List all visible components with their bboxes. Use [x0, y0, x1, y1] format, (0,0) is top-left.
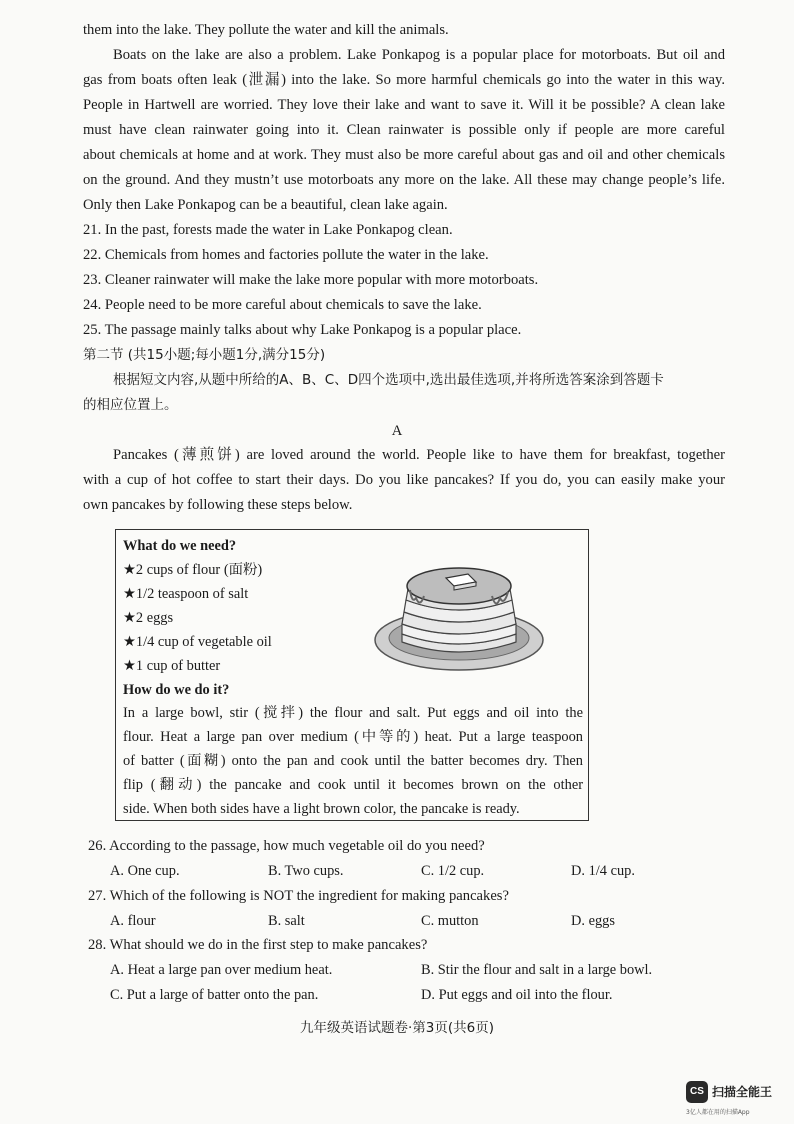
option-26-a: A. One cup.: [110, 863, 180, 879]
option-28-d: D. Put eggs and oil into the flour.: [421, 987, 613, 1003]
section-heading: 第二节 (共15小题;每小题1分,满分15分): [83, 347, 326, 363]
question-25: 25. The passage mainly talks about why Lake Ponkapog is a popular place.: [83, 322, 522, 338]
recipe-how-heading: How do we do it?: [123, 682, 230, 698]
question-26: 26. According to the passage, how much vegetable oil do you need?: [88, 838, 485, 854]
recipe-step-line: side. When both sides have a light brown color, the pancake is ready.: [123, 801, 520, 817]
option-28-c: C. Put a large of batter onto the pan.: [110, 987, 319, 1003]
ingredient-item: ★1 cup of butter: [123, 658, 221, 674]
recipe-step-line: flour. Heat a large pan over medium (中等的) heat. Put a large teaspoon: [123, 729, 583, 745]
option-27-c: C. mutton: [421, 913, 479, 929]
passage-line: Only then Lake Ponkapog can be a beautiful, clean lake again.: [83, 197, 448, 213]
passage-line: must have clean rainwater going into it. Clean rainwater is possible only if people are more careful: [83, 122, 725, 138]
passage-line: on the ground. And they mustn’t use motorboats any more on the lake. All these may change people’s life.: [83, 172, 725, 188]
section-instruction: 的相应位置上。: [83, 397, 178, 413]
cs-logo-icon: CS: [686, 1081, 708, 1103]
watermark-sub: 3亿人都在用的扫描App: [686, 1109, 750, 1116]
option-28-b: B. Stir the flour and salt in a large bowl.: [421, 962, 653, 978]
option-28-a: A. Heat a large pan over medium heat.: [110, 962, 333, 978]
pancake-illustration: [370, 562, 548, 676]
question-22: 22. Chemicals from homes and factories pollute the water in the lake.: [83, 247, 489, 263]
page-footer: 九年级英语试题卷·第3页(共6页): [299, 1020, 494, 1036]
passage-line: gas from boats often leak (泄漏) into the lake. So more harmful chemicals go into the water in this way.: [83, 72, 725, 88]
passage-line: with a cup of hot coffee to start their days. Do you like pancakes? If you do, you can easily make your: [83, 472, 725, 488]
ingredient-item: ★2 cups of flour (面粉): [123, 562, 263, 578]
passage-line: about chemicals at home and at work. They must also be more careful about gas and oil and other chemicals: [83, 147, 725, 163]
option-27-d: D. eggs: [571, 913, 615, 929]
section-instruction: 根据短文内容,从题中所给的A、B、C、D四个选项中,选出最佳选项,并将所选答案涂到答题卡: [113, 372, 664, 388]
recipe-step-line: In a large bowl, stir (搅拌) the flour and salt. Put eggs and oil into the: [123, 705, 583, 721]
question-21: 21. In the past, forests made the water in Lake Ponkapog clean.: [83, 222, 453, 238]
scanner-watermark: [686, 1081, 786, 1121]
passage-line: People in Hartwell are worried. They love their lake and want to save it. Will it be possible? A clean lake: [83, 97, 725, 113]
recipe-need-heading: What do we need?: [123, 538, 237, 554]
question-27: 27. Which of the following is NOT the ingredient for making pancakes?: [88, 888, 509, 904]
passage-line: own pancakes by following these steps below.: [83, 497, 353, 513]
ingredient-item: ★1/2 teaspoon of salt: [123, 586, 249, 602]
option-27-a: A. flour: [110, 913, 156, 929]
option-27-b: B. salt: [268, 913, 305, 929]
question-24: 24. People need to be more careful about chemicals to save the lake.: [83, 297, 482, 313]
ingredient-item: ★1/4 cup of vegetable oil: [123, 634, 272, 650]
question-28: 28. What should we do in the first step to make pancakes?: [88, 937, 428, 953]
passage-line: Boats on the lake are also a problem. Lake Ponkapog is a popular place for motorboats. But oil and: [113, 47, 725, 63]
question-23: 23. Cleaner rainwater will make the lake more popular with more motorboats.: [83, 272, 539, 288]
recipe-step-line: flip (翻动) the pancake and cook until it becomes brown on the other: [123, 777, 583, 793]
watermark-name: 扫描全能王: [712, 1085, 773, 1099]
passage-label: A: [391, 423, 403, 439]
passage-line: Pancakes (薄煎饼) are loved around the world. People like to have them for breakfast, together: [113, 447, 725, 463]
option-26-c: C. 1/2 cup.: [421, 863, 485, 879]
passage-line: them into the lake. They pollute the water and kill the animals.: [83, 22, 449, 38]
recipe-step-line: of batter (面糊) onto the pan and cook until the batter becomes dry. Then: [123, 753, 583, 769]
ingredient-item: ★2 eggs: [123, 610, 174, 626]
option-26-d: D. 1/4 cup.: [571, 863, 635, 879]
option-26-b: B. Two cups.: [268, 863, 344, 879]
